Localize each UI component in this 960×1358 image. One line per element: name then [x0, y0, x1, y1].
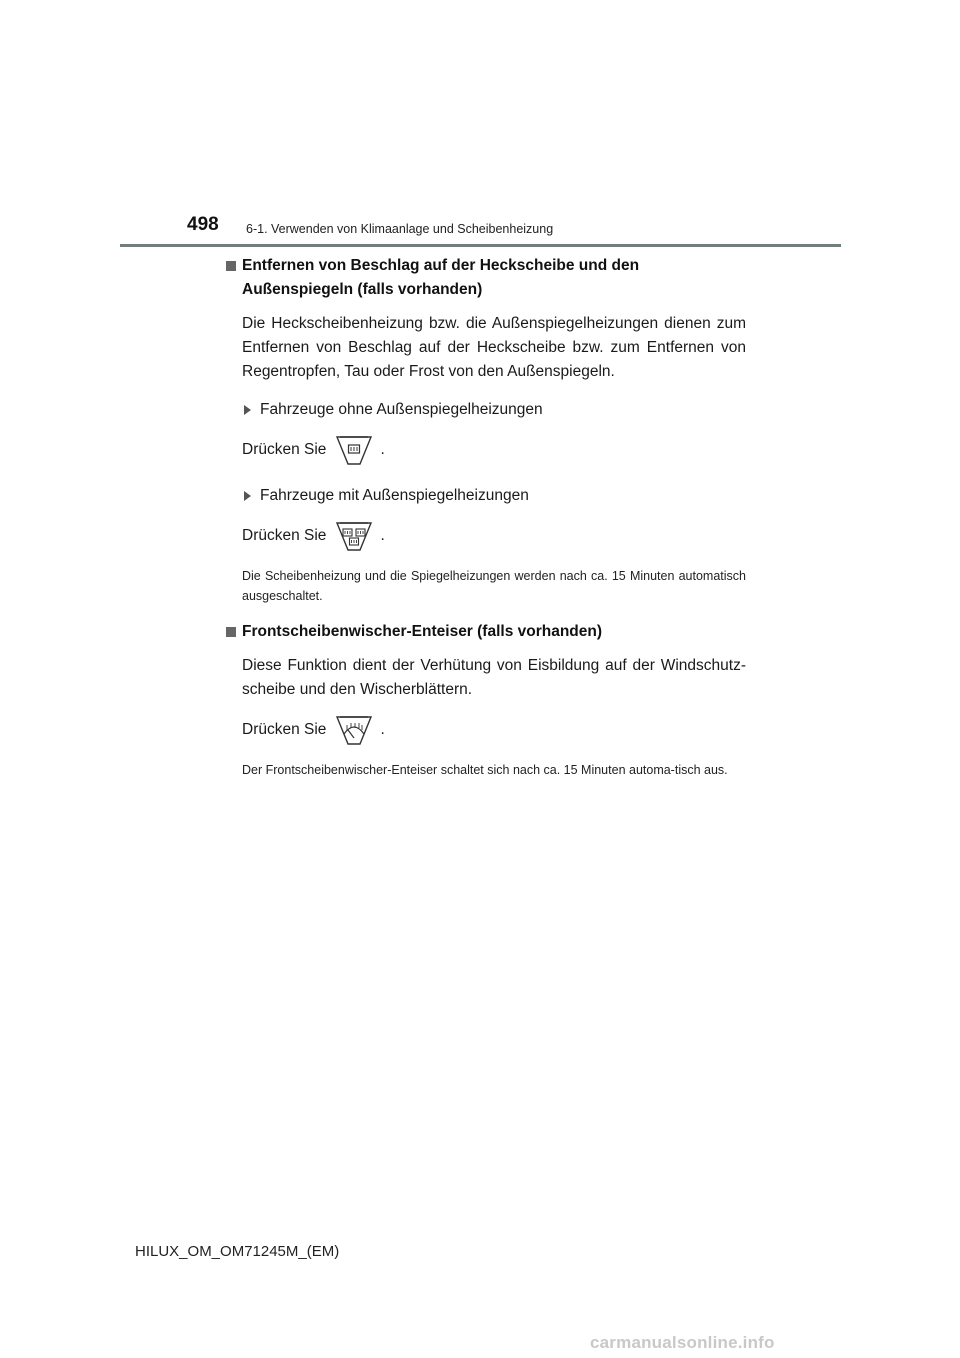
bullet-item	[242, 484, 746, 508]
section-heading-text: Frontscheibenwischer-Enteiser (falls vorhanden)	[242, 623, 603, 640]
press-text: Drücken Sie	[242, 441, 327, 458]
period-text: .	[380, 441, 385, 458]
arrow-bullet-icon	[244, 405, 251, 415]
press-instruction	[242, 516, 746, 556]
header-title: 6-1. Verwenden von Klimaanlage und Scheibenheizung	[246, 222, 554, 236]
page-number: 498	[187, 214, 219, 235]
watermark: carmanualsonline.info	[590, 1333, 775, 1352]
bullet-item	[242, 398, 746, 422]
section-heading-wiper-deicer	[226, 620, 746, 644]
section-heading-text: Entfernen von Beschlag auf der Heckscheibe und den Außenspiegeln (falls vorhanden)	[242, 257, 640, 298]
press-text: Drücken Sie	[242, 527, 327, 544]
rear-and-mirror-defogger-button-icon	[334, 518, 374, 554]
paragraph: Diese Funktion dient der Verhütung von Eisbildung auf der Windschutz-scheibe und den Wischerblättern.	[242, 657, 746, 698]
bullet-text: Fahrzeuge ohne Außenspiegelheizungen	[260, 401, 543, 418]
section-heading-rear-defogger	[226, 254, 746, 302]
header-rule	[120, 244, 841, 247]
footer-code: HILUX_OM_OM71245M_(EM)	[135, 1243, 340, 1260]
page-content	[226, 254, 746, 780]
press-instruction	[242, 430, 746, 470]
paragraph: Die Heckscheibenheizung bzw. die Außenspiegelheizungen dienen zum Entfernen von Beschlag auf der Heckscheibe bzw. zum Entfernen von Regentropfen, Tau oder Frost von den Außenspiegeln.	[242, 315, 746, 380]
square-bullet-icon	[226, 627, 236, 637]
wiper-deicer-button-icon	[334, 712, 374, 748]
press-text: Drücken Sie	[242, 721, 327, 738]
press-instruction	[242, 710, 746, 750]
bullet-text: Fahrzeuge mit Außenspiegelheizungen	[260, 487, 529, 504]
period-text: .	[380, 721, 385, 738]
arrow-bullet-icon	[244, 491, 251, 501]
square-bullet-icon	[226, 261, 236, 271]
note-text: Die Scheibenheizung und die Spiegelheizungen werden nach ca. 15 Minuten automatisch ausgeschaltet.	[242, 569, 746, 603]
rear-defogger-button-icon	[334, 432, 374, 468]
note-text: Der Frontscheibenwischer-Enteiser schaltet sich nach ca. 15 Minuten automa-tisch aus.	[242, 763, 728, 777]
period-text: .	[380, 527, 385, 544]
